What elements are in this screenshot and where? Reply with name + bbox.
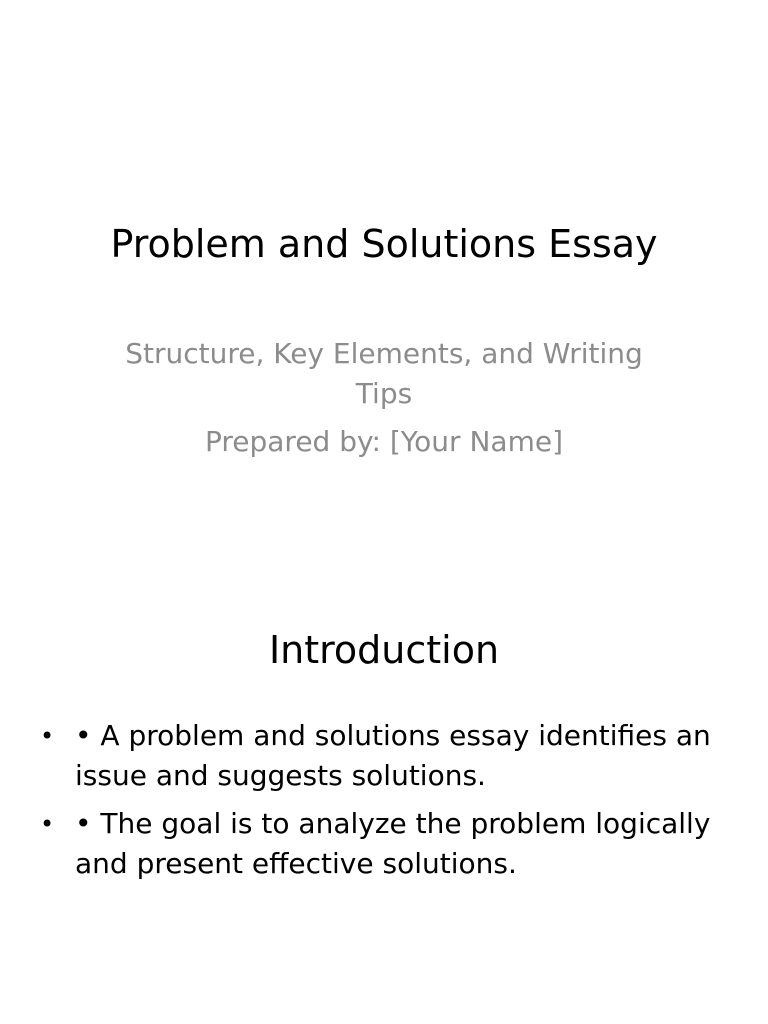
bullet-icon: • — [40, 722, 55, 750]
introduction-slide — [0, 576, 768, 1024]
slide-title: Problem and Solutions Essay — [110, 222, 658, 266]
bullet-text: • A problem and solutions essay identifies an issue and suggests solutions. — [75, 719, 711, 792]
bullet-text: • The goal is to analyze the problem logically and present effective solutions. — [75, 807, 711, 880]
bullet-list — [40, 716, 720, 892]
bullet-icon: • — [40, 810, 55, 838]
list-item — [40, 716, 720, 796]
subtitle-line: Structure, Key Elements, and Writing Tips — [125, 337, 643, 410]
slide-subtitle — [115, 334, 653, 462]
prepared-by-line: Prepared by: [Your Name] — [204, 425, 563, 458]
section-heading: Introduction — [268, 628, 500, 672]
list-item — [40, 804, 720, 884]
